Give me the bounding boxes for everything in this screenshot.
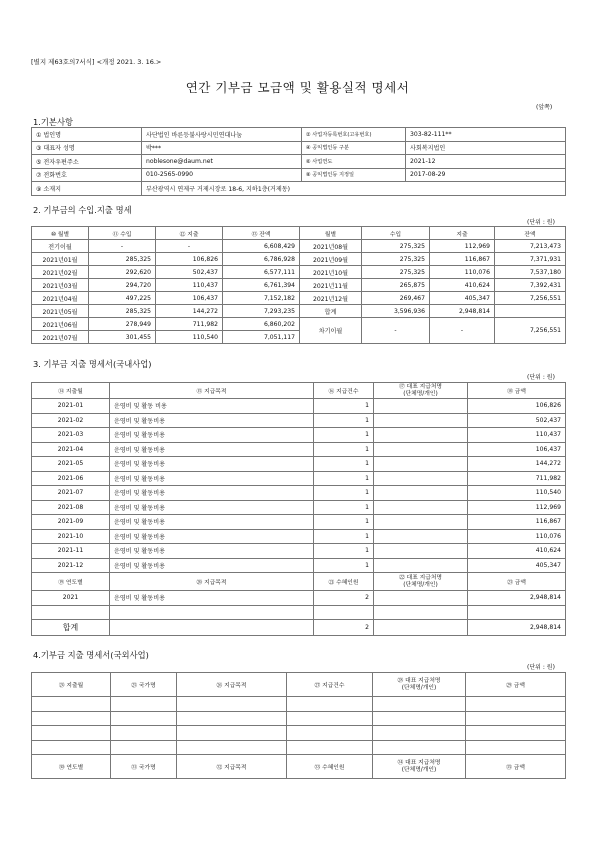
income-cell: 278,949: [89, 318, 156, 331]
purpose-cell: 운영비 및 활동비용: [110, 442, 314, 457]
basic-info-row: [32, 141, 566, 155]
expense-cell: 112,969: [430, 240, 495, 253]
expense-cell: -: [156, 240, 223, 253]
count-cell: 2: [314, 591, 374, 606]
balance-cell: 7,213,473: [495, 240, 566, 253]
income-expense-table: [31, 226, 566, 344]
field-value: 303-82-111**: [406, 128, 566, 142]
table-row: [32, 318, 566, 331]
income-cell: 497,225: [89, 292, 156, 305]
table-row: [32, 266, 566, 279]
empty-cell: [32, 740, 111, 755]
column-header: ⑱ 금액: [468, 383, 566, 399]
column-header: ㉕ 국가명: [111, 673, 177, 697]
balance-cell: 7,392,431: [495, 279, 566, 292]
recipient-cell: [374, 558, 468, 573]
field-value: 2021-12: [406, 155, 566, 169]
table-row: [32, 529, 566, 544]
overseas-unit: (단위 : 원): [527, 664, 555, 671]
recipient-cell: [374, 605, 468, 620]
empty-cell: [466, 726, 566, 741]
balance-cell: 7,051,117: [223, 331, 300, 344]
section-domestic-title: 3. 기부금 지출 명세서(국내사업): [33, 359, 152, 369]
column-header: ⑪ 수입: [89, 227, 156, 240]
form-number: [별지 제63호의7서식] <개정 2021. 3. 16.>: [31, 58, 162, 66]
recipient-cell: [374, 500, 468, 515]
table-row: [32, 399, 566, 414]
empty-cell: [111, 740, 177, 755]
table-row: [32, 515, 566, 530]
table-row: [32, 428, 566, 443]
table-row: [32, 253, 566, 266]
count-cell: 1: [314, 544, 374, 559]
field-value: 박***: [142, 141, 302, 155]
table-row: [32, 279, 566, 292]
field-label: ⑦ 전화번호: [32, 168, 142, 182]
total-balance: [495, 305, 566, 318]
column-header: ㉙ 금액: [466, 673, 566, 697]
total-label: 합계: [32, 620, 110, 636]
income-cell: 285,325: [89, 253, 156, 266]
total-count: 2: [314, 620, 374, 636]
amount-cell: 405,347: [468, 558, 566, 573]
month-cell: 2021-09: [32, 515, 110, 530]
total-expense: 2,948,814: [430, 305, 495, 318]
income-cell: 292,620: [89, 266, 156, 279]
purpose-cell: 운영비 및 활동비용: [110, 471, 314, 486]
count-cell: 1: [314, 471, 374, 486]
month-cell: 2021-11: [32, 544, 110, 559]
field-label: ③ 대표자 성명: [32, 141, 142, 155]
table-row: [32, 442, 566, 457]
field-label: ② 사업자등록번호(고유번호): [302, 128, 406, 142]
expense-cell: 144,272: [156, 305, 223, 318]
empty-cell: [111, 726, 177, 741]
table-header-row: [32, 673, 566, 697]
table-row: [32, 711, 566, 726]
year-cell: [32, 605, 110, 620]
recipient-cell: [374, 457, 468, 472]
recipient-cell: [374, 413, 468, 428]
amount-cell: 410,624: [468, 544, 566, 559]
carry-balance: 7,256,551: [495, 318, 566, 344]
recipient-cell: [374, 471, 468, 486]
recipient-cell: [374, 591, 468, 606]
month-cell: 전기이월: [32, 240, 89, 253]
expense-cell: 110,076: [430, 266, 495, 279]
section-overseas-title: 4.기부금 지출 명세서(국외사업): [33, 650, 149, 660]
count-cell: [314, 605, 374, 620]
balance-cell: 7,371,931: [495, 253, 566, 266]
expense-cell: 106,437: [156, 292, 223, 305]
amount-cell: 144,272: [468, 457, 566, 472]
field-value: 2017-08-29: [406, 168, 566, 182]
recipient-cell: [374, 399, 468, 414]
month-cell: 2021년08월: [300, 240, 362, 253]
column-header: ⑯ 지급건수: [314, 383, 374, 399]
month-cell: 2021-12: [32, 558, 110, 573]
purpose-cell: 운영비 및 활동비용: [110, 529, 314, 544]
expense-cell: 410,624: [430, 279, 495, 292]
basic-info-row: [32, 155, 566, 169]
income-cell: 265,875: [362, 279, 430, 292]
count-cell: 1: [314, 428, 374, 443]
basic-info-row: [32, 128, 566, 142]
month-cell: 2021-06: [32, 471, 110, 486]
recipient-cell: [374, 486, 468, 501]
purpose-cell: 운영비 및 활동비용: [110, 544, 314, 559]
purpose-cell: 운영비 및 활동비용: [110, 591, 314, 606]
total-row: [32, 620, 566, 636]
table-header-row: [32, 383, 566, 399]
empty-cell: [177, 740, 287, 755]
field-value: noblesone@daum.net: [142, 155, 302, 169]
recipient-cell: [374, 544, 468, 559]
column-header: ㉝ 수혜인원: [287, 755, 373, 779]
income-cell: 269,467: [362, 292, 430, 305]
carry-expense: -: [430, 318, 495, 344]
purpose-cell: 운영비 및 활동비용: [110, 500, 314, 515]
empty-cell: [111, 711, 177, 726]
column-header: ㉒ 대표 지급처명 (단체명/개인): [374, 573, 468, 591]
basic-info-table: [31, 127, 566, 196]
total-recipient: [374, 620, 468, 636]
month-cell: 2021-02: [32, 413, 110, 428]
recipient-cell: [374, 529, 468, 544]
month-cell: 2021-08: [32, 500, 110, 515]
total-label: 합계: [300, 305, 362, 318]
empty-cell: [287, 711, 373, 726]
empty-cell: [373, 740, 466, 755]
total-amount: 2,948,814: [468, 620, 566, 636]
column-header: ⑮ 지급목적: [110, 383, 314, 399]
field-label: ⑤ 전자우편주소: [32, 155, 142, 169]
income-cell: -: [89, 240, 156, 253]
purpose-cell: 운영비 및 활동비용: [110, 515, 314, 530]
column-header: ㉚ 연도별: [32, 755, 111, 779]
count-cell: 1: [314, 457, 374, 472]
month-cell: 2021년06월: [32, 318, 89, 331]
basic-info-row: [32, 168, 566, 182]
table-row: [32, 471, 566, 486]
column-header: ㉑ 수혜인원: [314, 573, 374, 591]
count-cell: 1: [314, 486, 374, 501]
balance-cell: 7,537,180: [495, 266, 566, 279]
column-header: ⑩ 월별: [32, 227, 89, 240]
table-row: [32, 697, 566, 712]
amount-cell: 106,437: [468, 442, 566, 457]
month-cell: 2021년09월: [300, 253, 362, 266]
empty-cell: [177, 726, 287, 741]
empty-cell: [373, 697, 466, 712]
expense-cell: 110,540: [156, 331, 223, 344]
carry-forward-label: 차기이월: [300, 318, 362, 344]
month-cell: 2021-05: [32, 457, 110, 472]
table-row: [32, 457, 566, 472]
column-header: ⑲ 연도별: [32, 573, 110, 591]
expense-cell: 110,437: [156, 279, 223, 292]
purpose-cell: 운영비 및 활동 비용: [110, 399, 314, 414]
month-cell: 2021-03: [32, 428, 110, 443]
month-cell: 2021년02월: [32, 266, 89, 279]
month-cell: 2021-07: [32, 486, 110, 501]
amount-cell: 110,540: [468, 486, 566, 501]
empty-cell: [287, 726, 373, 741]
empty-cell: [32, 711, 111, 726]
amount-cell: 116,867: [468, 515, 566, 530]
empty-cell: [177, 711, 287, 726]
income-cell: 301,455: [89, 331, 156, 344]
table-row: [32, 413, 566, 428]
expense-cell: 711,982: [156, 318, 223, 331]
empty-cell: [373, 726, 466, 741]
table-header-row: [32, 227, 566, 240]
recipient-cell: [374, 428, 468, 443]
table-row: [32, 240, 566, 253]
field-label: ① 법인명: [32, 128, 142, 142]
balance-cell: 6,761,394: [223, 279, 300, 292]
column-header: 지출: [430, 227, 495, 240]
column-header: ㉜ 지급목적: [177, 755, 287, 779]
purpose-cell: [110, 605, 314, 620]
empty-cell: [466, 697, 566, 712]
overseas-expense-table: [31, 672, 566, 779]
count-cell: 1: [314, 442, 374, 457]
expense-cell: 116,867: [430, 253, 495, 266]
month-cell: 2021-10: [32, 529, 110, 544]
balance-cell: 7,293,235: [223, 305, 300, 318]
income-cell: 275,325: [362, 266, 430, 279]
purpose-cell: 운영비 및 활동비용: [110, 413, 314, 428]
field-value: 사단법인 바른등불사랑시민연대나눔: [142, 128, 302, 142]
column-header: ㉞ 대표 지급처명 (단체명/개인): [373, 755, 466, 779]
column-header: ⑫ 지출: [156, 227, 223, 240]
count-cell: 1: [314, 500, 374, 515]
month-cell: 2021-04: [32, 442, 110, 457]
amount-cell: 106,826: [468, 399, 566, 414]
amount-cell: [468, 605, 566, 620]
table-row: [32, 292, 566, 305]
table-row: [32, 726, 566, 741]
total-income: 3,596,936: [362, 305, 430, 318]
table-row: [32, 740, 566, 755]
expense-cell: 502,437: [156, 266, 223, 279]
field-value: 010-2565-0990: [142, 168, 302, 182]
amount-cell: 112,969: [468, 500, 566, 515]
empty-cell: [373, 711, 466, 726]
count-cell: 1: [314, 399, 374, 414]
table-header-row: [32, 755, 566, 779]
recipient-cell: [374, 515, 468, 530]
count-cell: 1: [314, 529, 374, 544]
table-header-row: [32, 573, 566, 591]
income-unit: (단위 : 원): [527, 219, 555, 226]
expense-cell: 106,826: [156, 253, 223, 266]
month-cell: 2021-01: [32, 399, 110, 414]
recipient-cell: [374, 442, 468, 457]
balance-cell: 7,152,182: [223, 292, 300, 305]
column-header: ⑭ 지출월: [32, 383, 110, 399]
column-header: ⑬ 잔액: [223, 227, 300, 240]
month-cell: 2021년11월: [300, 279, 362, 292]
income-cell: 275,325: [362, 253, 430, 266]
column-header: 월별: [300, 227, 362, 240]
amount-cell: 2,948,814: [468, 591, 566, 606]
month-cell: 2021년03월: [32, 279, 89, 292]
column-header: ⑳ 지급목적: [110, 573, 314, 591]
column-header: 잔액: [495, 227, 566, 240]
column-header: ⑰ 대표 지급처명 (단체명/개인): [374, 383, 468, 399]
table-row: [32, 305, 566, 318]
field-label: ⑥ 사업연도: [302, 155, 406, 169]
empty-cell: [466, 740, 566, 755]
month-cell: 2021년01월: [32, 253, 89, 266]
field-label: ⑨ 소재지: [32, 182, 142, 196]
year-cell: 2021: [32, 591, 110, 606]
empty-cell: [32, 697, 111, 712]
amount-cell: 110,076: [468, 529, 566, 544]
month-cell: 2021년07월: [32, 331, 89, 344]
field-label: ④ 공익법인등 구분: [302, 141, 406, 155]
balance-cell: 7,256,551: [495, 292, 566, 305]
purpose-cell: 운영비 및 활동비용: [110, 428, 314, 443]
column-header: ㉓ 금액: [468, 573, 566, 591]
purpose-cell: 운영비 및 활동비용: [110, 457, 314, 472]
column-header: ㉗ 지급건수: [287, 673, 373, 697]
balance-cell: 6,608,429: [223, 240, 300, 253]
table-row: [32, 591, 566, 606]
balance-cell: 6,786,928: [223, 253, 300, 266]
amount-cell: 110,437: [468, 428, 566, 443]
month-cell: 2021년05월: [32, 305, 89, 318]
month-cell: 2021년10월: [300, 266, 362, 279]
table-row: [32, 544, 566, 559]
page-side-label: (앞쪽): [536, 104, 553, 111]
empty-cell: [287, 740, 373, 755]
field-value: 사회복지법인: [406, 141, 566, 155]
column-header: ㉖ 지급목적: [177, 673, 287, 697]
amount-cell: 502,437: [468, 413, 566, 428]
basic-info-row: [32, 182, 566, 196]
column-header: ㉛ 국가명: [111, 755, 177, 779]
page-title: 연간 기부금 모금액 및 활용실적 명세서: [185, 80, 410, 95]
address-value: 부산광역시 연제구 거제시장로 18-6, 지하1층(거제동): [142, 182, 566, 196]
table-row: [32, 486, 566, 501]
table-row: [32, 500, 566, 515]
field-label: ⑧ 공익법인등 지정일: [302, 168, 406, 182]
section-basic-title: 1.기본사항: [33, 117, 73, 127]
month-cell: 2021년04월: [32, 292, 89, 305]
income-cell: 294,720: [89, 279, 156, 292]
column-header: ㉟ 금액: [466, 755, 566, 779]
section-income-title: 2. 기부금의 수입.지출 명세: [33, 205, 132, 215]
total-purpose: [110, 620, 314, 636]
income-cell: 285,325: [89, 305, 156, 318]
count-cell: 1: [314, 413, 374, 428]
balance-cell: 6,860,202: [223, 318, 300, 331]
table-row: [32, 558, 566, 573]
column-header: 수입: [362, 227, 430, 240]
empty-cell: [111, 697, 177, 712]
count-cell: 1: [314, 558, 374, 573]
amount-cell: 711,982: [468, 471, 566, 486]
column-header: ㉘ 대표 지급처명 (단체명/개인): [373, 673, 466, 697]
purpose-cell: 운영비 및 활동비용: [110, 558, 314, 573]
domestic-unit: (단위 : 원): [527, 374, 555, 381]
table-row: [32, 605, 566, 620]
expense-cell: 405,347: [430, 292, 495, 305]
income-cell: 275,325: [362, 240, 430, 253]
empty-cell: [287, 697, 373, 712]
column-header: ㉔ 지출월: [32, 673, 111, 697]
purpose-cell: 운영비 및 활동비용: [110, 486, 314, 501]
month-cell: 2021년12월: [300, 292, 362, 305]
empty-cell: [32, 726, 111, 741]
carry-income: -: [362, 318, 430, 344]
empty-cell: [466, 711, 566, 726]
balance-cell: 6,577,111: [223, 266, 300, 279]
count-cell: 1: [314, 515, 374, 530]
empty-cell: [177, 697, 287, 712]
domestic-expense-table: [31, 382, 566, 636]
